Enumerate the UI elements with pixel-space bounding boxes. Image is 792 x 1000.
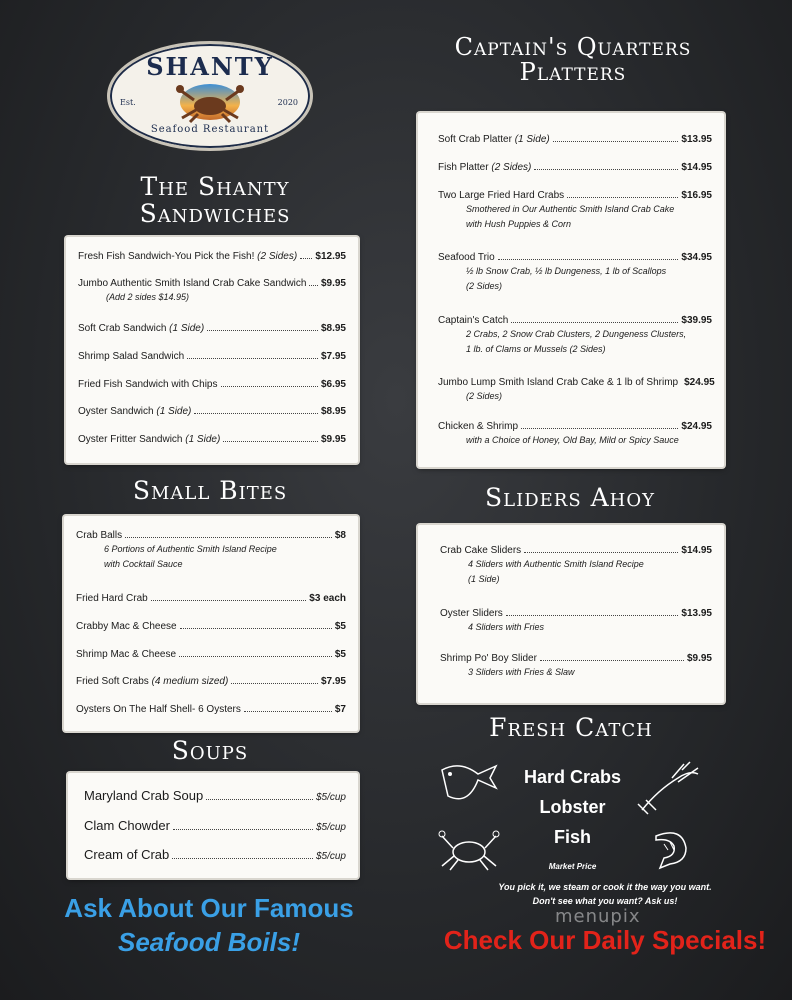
item-name: Chicken & Shrimp — [438, 421, 519, 432]
item-name: Fresh Fish Sandwich-You Pick the Fish! — [78, 251, 255, 262]
item-name: Jumbo Lump Smith Island Crab Cake & 1 lb of Shrimp — [438, 377, 679, 388]
crab-icon — [438, 826, 500, 872]
soups-card — [68, 773, 358, 878]
list-item — [76, 676, 346, 687]
item-name: Soft Crab Sandwich — [78, 323, 167, 334]
item-description: 6 Portions of Authentic Smith Island Recipe — [104, 544, 277, 554]
item-description: (2 Sides) — [466, 281, 503, 291]
item-description: with Cocktail Sauce — [104, 559, 183, 569]
item-name: Jumbo Authentic Smith Island Crab Cake Sandwich — [78, 278, 307, 289]
sandwiches-title-line2: Sandwiches — [139, 199, 291, 228]
item-price: $3 each — [309, 593, 346, 604]
item-name: Fried Hard Crab — [76, 593, 148, 604]
logo-subtitle: Seafood Restaurant — [150, 124, 270, 135]
item-name: Crabby Mac & Cheese — [76, 621, 177, 632]
catch-note-2: Don't see what you want? Ask us! — [532, 896, 678, 906]
item-price: $8.95 — [320, 406, 346, 417]
catch-note-1: You pick it, we steam or cook it the way you want. — [498, 882, 712, 892]
item-description: 4 Sliders with Authentic Smith Island Recipe — [468, 559, 644, 569]
item-note: (2 Sides) — [257, 251, 298, 262]
item-price: $5/cup — [315, 851, 346, 862]
item-name: Fried Soft Crabs — [76, 676, 149, 687]
item-name: Two Large Fried Hard Crabs — [438, 190, 565, 201]
item-name: Fish Platter — [438, 162, 489, 173]
catch-item-lobster: Lobster — [539, 797, 606, 817]
item-note: (1 Side) — [185, 434, 221, 445]
item-price: $7.95 — [320, 676, 346, 687]
item-name: Fried Fish Sandwich with Chips — [78, 379, 218, 390]
item-price: $6.95 — [320, 379, 346, 390]
item-name: Shrimp Mac & Cheese — [76, 649, 177, 660]
item-price: $9.95 — [686, 653, 712, 664]
small-bites-card — [64, 516, 358, 731]
item-price: $5/cup — [315, 792, 346, 803]
item-price: $5 — [334, 621, 346, 632]
item-name: Clam Chowder — [84, 818, 170, 833]
item-name: Cream of Crab — [84, 847, 170, 862]
restaurant-logo — [107, 41, 313, 151]
item-description: Smothered in Our Authentic Smith Island Crab Cake — [466, 204, 675, 214]
item-description: 4 Sliders with Fries — [468, 622, 545, 632]
crab-logo-icon — [172, 80, 248, 124]
item-description: (1 Side) — [468, 574, 500, 584]
fish-icon — [438, 760, 500, 812]
sliders-card — [418, 525, 724, 703]
item-name: Shrimp Salad Sandwich — [78, 351, 185, 362]
item-description: with a Choice of Honey, Old Bay, Mild or Spicy Sauce — [466, 435, 679, 445]
item-description: (2 Sides) — [466, 391, 503, 401]
list-item — [438, 421, 712, 449]
fresh-catch-heading: Fresh Catch — [489, 713, 653, 742]
item-name: Soft Crab Platter — [438, 134, 512, 145]
item-price: $7 — [334, 704, 346, 715]
logo-year: 2020 — [277, 98, 298, 107]
list-item — [76, 704, 346, 715]
item-description: with Hush Puppies & Corn — [466, 219, 572, 229]
list-item — [84, 818, 346, 833]
logo-name: SHANTY — [146, 52, 274, 81]
list-item — [84, 788, 346, 803]
list-item — [440, 608, 712, 636]
daily-specials: Check Our Daily Specials! — [443, 925, 767, 955]
item-name: Maryland Crab Soup — [84, 788, 204, 803]
item-description: (Add 2 sides $14.95) — [106, 292, 190, 302]
item-price: $7.95 — [320, 351, 346, 362]
shrimp-icon — [646, 826, 694, 870]
list-item — [438, 315, 712, 355]
list-item — [76, 621, 346, 632]
list-item — [438, 377, 715, 405]
list-item — [78, 251, 346, 262]
item-name: Seafood Trio — [438, 252, 495, 263]
list-item — [76, 649, 346, 660]
item-note: (1 Side) — [514, 134, 550, 145]
list-item — [440, 545, 712, 585]
item-description: 1 lb. of Clams or Mussels (2 Sides) — [466, 344, 606, 354]
item-price: $13.95 — [681, 134, 712, 145]
item-description: ½ lb Snow Crab, ½ lb Dungeness, 1 lb of Scallops — [466, 266, 667, 276]
platters-heading — [412, 35, 734, 85]
item-price: $5 — [334, 649, 346, 660]
list-item — [84, 847, 346, 862]
item-name: Oysters On The Half Shell- 6 Oysters — [76, 704, 241, 715]
item-price: $34.95 — [681, 252, 712, 263]
sliders-heading: Sliders Ahoy — [485, 483, 655, 512]
list-item — [438, 162, 712, 173]
item-name: Shrimp Po' Boy Slider — [440, 653, 537, 664]
soups-heading: Soups — [171, 736, 249, 765]
market-price: Market Price — [548, 862, 597, 871]
item-description: 3 Sliders with Fries & Slaw — [468, 667, 575, 677]
item-price: $16.95 — [681, 190, 712, 201]
item-note: (1 Side) — [156, 406, 192, 417]
item-price: $39.95 — [681, 315, 712, 326]
sandwiches-card — [66, 237, 358, 463]
item-name: Crab Cake Sliders — [440, 545, 522, 556]
item-name: Oyster Sandwich — [78, 406, 154, 417]
list-item — [438, 190, 712, 230]
item-price: $24.95 — [684, 377, 715, 388]
item-description: 2 Crabs, 2 Snow Crab Clusters, 2 Dungeness Clusters, — [466, 329, 687, 339]
logo-est: Est. — [120, 98, 136, 107]
list-item — [438, 134, 712, 145]
list-item — [76, 530, 346, 570]
list-item — [76, 593, 346, 604]
item-price: $13.95 — [681, 608, 712, 619]
list-item — [78, 323, 346, 334]
item-price: $14.95 — [681, 545, 712, 556]
item-price: $9.95 — [320, 434, 346, 445]
item-price: $8 — [334, 530, 346, 541]
item-price: $5/cup — [315, 822, 346, 833]
sandwiches-heading — [90, 173, 340, 227]
list-item — [78, 351, 346, 362]
seafood-boils-line2: Seafood Boils! — [117, 927, 300, 957]
catch-item-fish: Fish — [553, 827, 591, 847]
item-note: (2 Sides) — [491, 162, 532, 173]
item-note: (4 medium sized) — [151, 676, 229, 687]
item-name: Oyster Sliders — [440, 608, 503, 619]
platters-title-line1: Captain's Quarters — [454, 33, 692, 61]
item-price: $12.95 — [315, 251, 346, 262]
item-name: Crab Balls — [76, 530, 123, 541]
item-price: $9.95 — [320, 278, 346, 289]
item-price: $24.95 — [681, 421, 712, 432]
platters-card — [418, 113, 724, 467]
list-item — [78, 278, 346, 306]
item-name: Oyster Fritter Sandwich — [78, 434, 183, 445]
watermark: menupix — [555, 906, 641, 927]
list-item — [78, 434, 346, 445]
catch-item-hard-crabs: Hard Crabs — [523, 767, 622, 787]
item-note: (1 Side) — [169, 323, 205, 334]
list-item — [78, 406, 346, 417]
sandwiches-title-line1: The Shanty — [140, 172, 290, 201]
item-price: $8.95 — [320, 323, 346, 334]
platters-title-line2: Platters — [519, 58, 627, 86]
list-item — [438, 252, 712, 292]
item-name: Captain's Catch — [438, 315, 509, 326]
list-item — [440, 653, 712, 681]
item-price: $14.95 — [681, 162, 712, 173]
small-bites-heading: Small Bites — [132, 476, 288, 505]
list-item — [78, 379, 346, 390]
seafood-boils-line1: Ask About Our Famous — [64, 893, 354, 923]
